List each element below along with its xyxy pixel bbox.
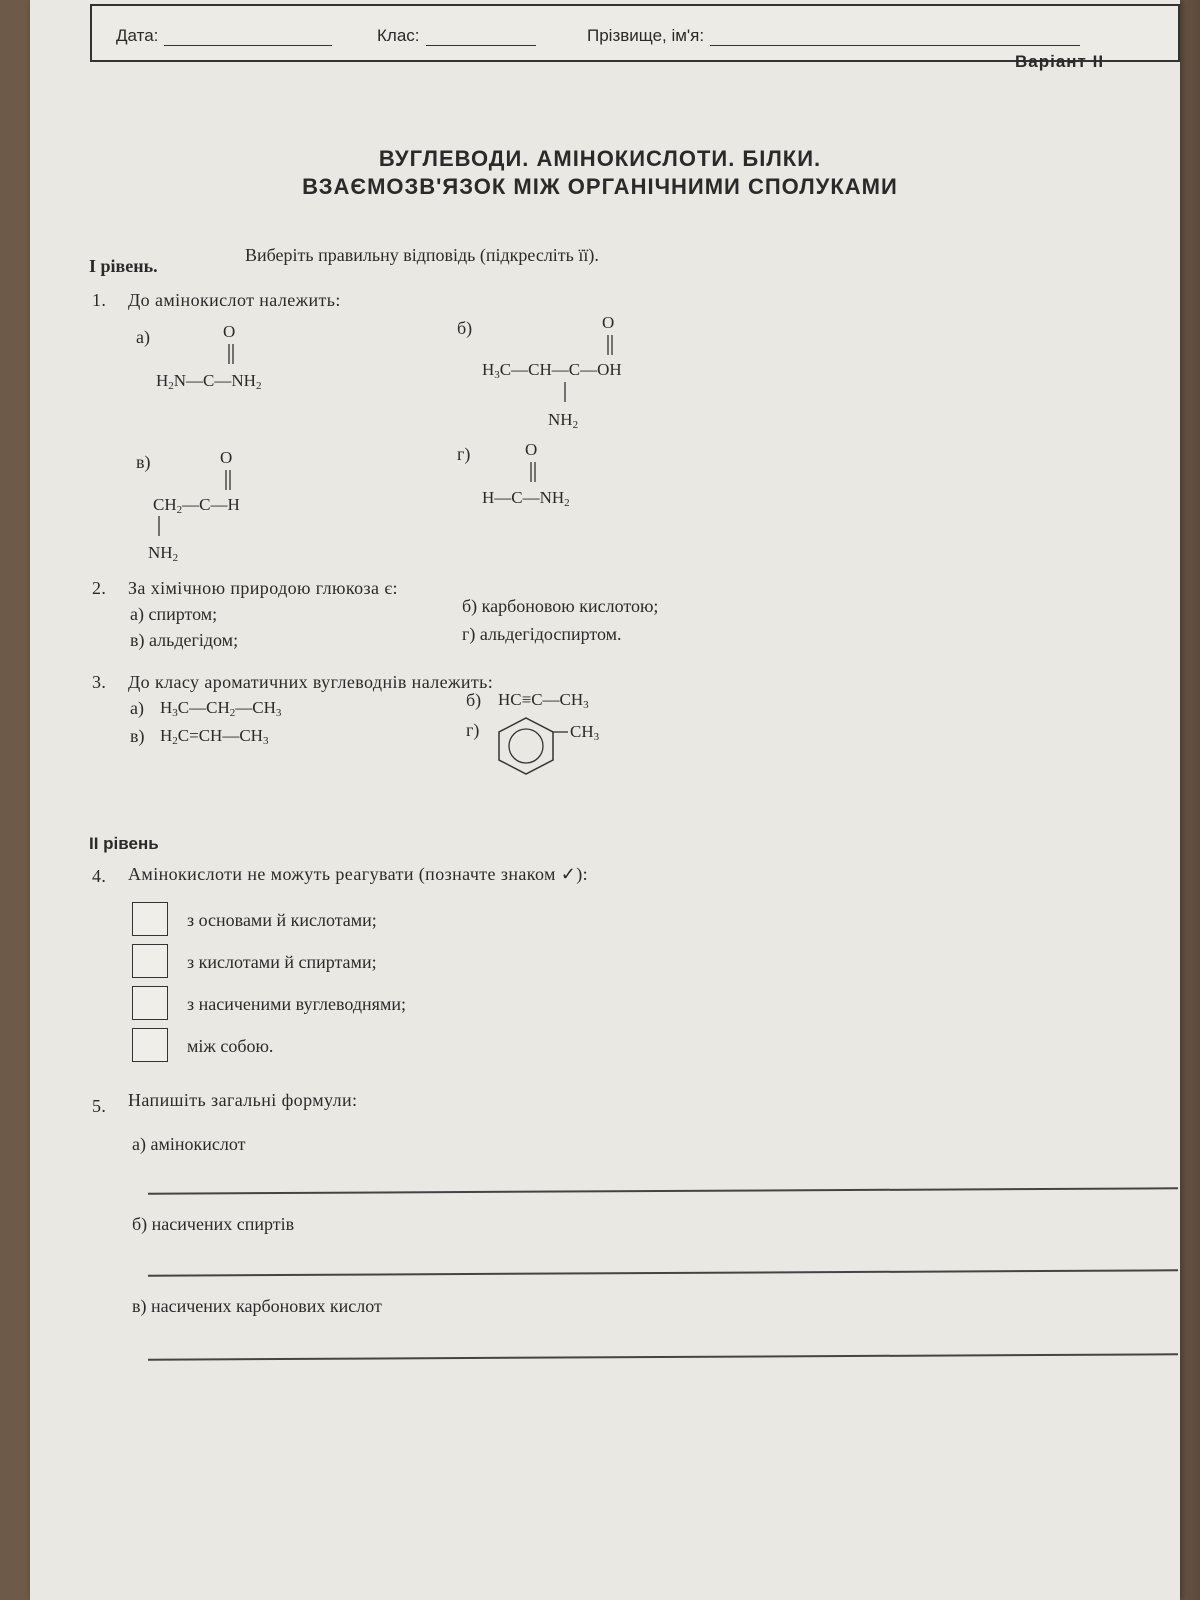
date-field[interactable]: [116, 26, 332, 46]
q4-option-1: з основами й кислотами;: [187, 910, 377, 930]
date-label: Дата:: [116, 26, 159, 45]
q1-option-b-label[interactable]: б): [457, 318, 473, 338]
formula-text: $CH_2—C—H$: [153, 495, 240, 516]
double-bond: [226, 344, 236, 366]
q3-option-v-label: в): [130, 726, 145, 746]
q5-text: Напишіть загальні формули:: [128, 1090, 358, 1110]
q4-option-4: між собою.: [187, 1036, 274, 1056]
q2-option-a[interactable]: а) спиртом;: [130, 604, 218, 624]
worksheet-page: [30, 0, 1180, 1600]
q4-text: Амінокислоти не можуть реагувати (позначте знаком ✓):: [128, 864, 589, 884]
name-field[interactable]: [587, 26, 1080, 46]
q3-option-b-label: б): [466, 690, 482, 710]
level-2-label: ІІ рівень: [89, 834, 159, 853]
q3-formula-v: $H_2C=CH—CH_3$: [160, 726, 269, 747]
q5-item-b: б) насичених спиртів: [132, 1214, 295, 1234]
variant-label: Варіант II: [1015, 52, 1105, 71]
double-bond: [223, 470, 233, 492]
q2-option-b[interactable]: б) карбоновою кислотою;: [462, 596, 659, 616]
class-label: Клас:: [377, 26, 420, 45]
formula-text: $H—C—NH_2$: [482, 488, 570, 509]
q3-option-a-label: а): [130, 698, 144, 718]
q5-answer-line-b[interactable]: [148, 1269, 1178, 1276]
amino-group: $NH_2$: [548, 410, 579, 431]
q3-formula-b: $HC\equiv C—CH_3$: [498, 690, 589, 711]
oxygen-atom: O: [223, 322, 236, 341]
q5-answer-line-a[interactable]: [148, 1187, 1178, 1194]
name-label: Прізвище, ім'я:: [587, 26, 705, 45]
q4-option-2: з кислотами й спиртами;: [187, 952, 377, 972]
double-bond: [605, 335, 615, 357]
methyl-group: $CH_3$: [570, 722, 600, 743]
q1-option-g-label[interactable]: г): [457, 444, 471, 464]
q4-checkbox-1[interactable]: [132, 902, 168, 936]
q5-number: 5.: [92, 1096, 107, 1116]
q5-item-a: а) амінокислот: [132, 1134, 246, 1154]
title-line-1: ВУГЛЕВОДИ. АМІНОКИСЛОТИ. БІЛКИ.: [378, 146, 822, 171]
double-bond: [528, 462, 538, 484]
oxygen-atom: O: [525, 440, 538, 459]
q2-option-g[interactable]: г) альдегідоспиртом.: [462, 624, 622, 644]
formula-text: $H_3C—CH—C—OH$: [482, 360, 622, 381]
q3-number: 3.: [92, 672, 107, 692]
single-bond: [156, 516, 162, 538]
oxygen-atom: O: [602, 313, 615, 332]
formula-text: $H_2N—C—NH_2$: [156, 371, 262, 392]
q4-checkbox-2[interactable]: [132, 944, 168, 978]
q2-option-v[interactable]: в) альдегідом;: [130, 630, 239, 650]
q4-checkbox-3[interactable]: [132, 986, 168, 1020]
q5-answer-line-v[interactable]: [148, 1353, 1178, 1360]
q4-number: 4.: [92, 866, 107, 886]
date-line[interactable]: [164, 30, 332, 46]
amino-group: $NH_2$: [148, 543, 179, 564]
q3-option-g-label: г): [466, 720, 480, 740]
q3-text: До класу ароматичних вуглеводнів належить:: [128, 672, 494, 692]
name-line[interactable]: [710, 30, 1080, 46]
title-line-2: ВЗАЄМОЗВ'ЯЗОК МІЖ ОРГАНІЧНИМИ СПОЛУКАМИ: [302, 174, 898, 199]
level-1-label: І рівень.: [89, 256, 158, 276]
q5-item-v: в) насичених карбонових кислот: [132, 1296, 382, 1316]
level-1-instruction: Виберіть правильну відповідь (підкресліть її).: [245, 245, 599, 265]
q1-option-a-label[interactable]: а): [136, 327, 150, 347]
q4-checkbox-4[interactable]: [132, 1028, 168, 1062]
oxygen-atom: O: [220, 448, 233, 467]
single-bond: [562, 382, 568, 404]
q1-option-v-label[interactable]: в): [136, 452, 151, 472]
q3-formula-a: $H_3C—CH_2—CH_3$: [160, 698, 282, 719]
q1-number: 1.: [92, 290, 107, 310]
class-field[interactable]: [377, 26, 536, 46]
class-line[interactable]: [426, 30, 536, 46]
q1-text: До амінокислот належить:: [128, 290, 341, 310]
q2-text: За хімічною природою глюкоза є:: [128, 578, 398, 598]
q4-option-3: з насиченими вуглеводнями;: [187, 994, 406, 1014]
q2-number: 2.: [92, 578, 107, 598]
